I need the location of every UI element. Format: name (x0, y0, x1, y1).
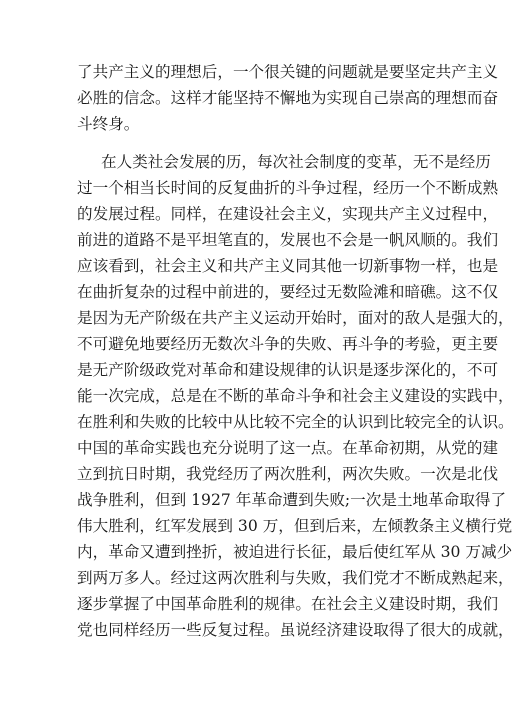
paragraph-2-line-12: 中国的革命实践也充分说明了这一点。在革命初期，从党的建 (77, 439, 499, 457)
paragraph-2-line-18: 逐步掌握了中国革命胜利的规律。在社会主义建设时期，我们 (77, 595, 499, 613)
paragraph-1-line-1: 了共产主义的理想后，一个很关键的问题就是要坚定共产主义 (77, 63, 499, 81)
paragraph-2-line-15: 伟大胜利，红军发展到 30 万，但到后来，左倾教条主义横行党 (77, 517, 513, 535)
paragraph-2 (77, 149, 514, 643)
paragraph-2-line-5: 应该看到，社会主义和共产主义同其他一切新事物一样，也是 (77, 257, 499, 275)
paragraph-2-line-2: 过一个相当长时间的反复曲折的斗争过程，经历一个不断成熟 (77, 179, 499, 197)
paragraph-2-line-7: 是因为无产阶级在共产主义运动开始时，面对的敌人是强大的， (77, 309, 514, 327)
paragraph-2-line-10: 能一次完成，总是在不断的革命斗争和社会主义建设的实践中， (77, 387, 514, 405)
paragraph-2-line-6: 在曲折复杂的过程中前进的，要经过无数险滩和暗礁。这不仅 (77, 283, 499, 301)
paragraph-2-line-14: 战争胜利，但到 1927 年革命遭到失败;一次是土地革命取得了 (77, 491, 507, 509)
paragraph-2-line-17: 到两万多人。经过这两次胜利与失败，我们党才不断成熟起来， (77, 569, 514, 587)
paragraph-2-line-9: 是无产阶级政党对革命和建设规律的认识是逐步深化的，不可 (77, 361, 499, 379)
paragraph-1-line-3: 斗终身。 (77, 115, 140, 133)
paragraph-1 (77, 59, 499, 137)
paragraph-2-line-13: 立到抗日时期，我党经历了两次胜利，两次失败。一次是北伐 (77, 465, 499, 483)
paragraph-2-line-16: 内，革命又遭到挫折，被迫进行长征，最后使红军从 30 万减少 (77, 543, 513, 561)
paragraph-2-line-11: 在胜利和失败的比较中从比较不完全的认识到比较完全的认识。 (77, 413, 514, 431)
paragraph-2-line-1: 在人类社会发展的历，每次社会制度的变革，无不是经历 (101, 153, 491, 171)
paragraph-2-line-19: 党也同样经历一些反复过程。虽说经济建设取得了很大的成就， (77, 621, 514, 639)
paragraph-2-line-4: 前进的道路不是平坦笔直的，发展也不会是一帆风顺的。我们 (77, 231, 499, 249)
paragraph-2-line-8: 不可避免地要经历无数次斗争的失败、再斗争的考验，更主要 (77, 335, 499, 353)
paragraph-1-line-2: 必胜的信念。这样才能坚持不懈地为实现自己崇高的理想而奋 (77, 89, 499, 107)
paragraph-2-line-3: 的发展过程。同样，在建设社会主义，实现共产主义过程中， (77, 205, 499, 223)
